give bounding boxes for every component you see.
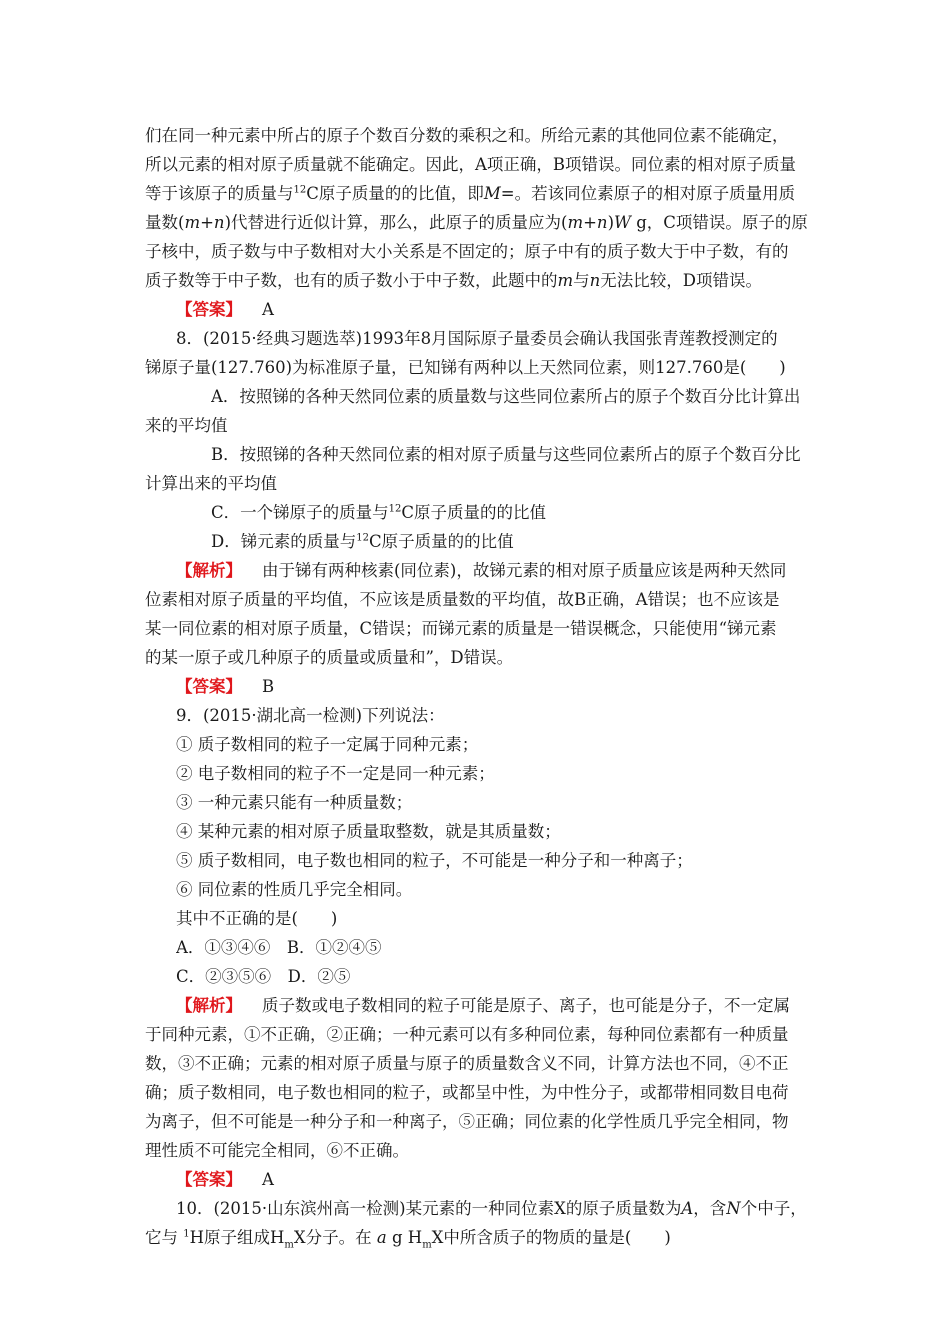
text-line: 所以元素的相对原子质量就不能确定。因此，A项正确，B项错误。同位素的相对原子质量 — [145, 155, 797, 174]
text-line: 为离子，但不可能是一种分子和一种离子，⑤正确；同位素的化学性质几乎完全相同，物 — [145, 1112, 789, 1131]
question-8-stem: 8．(2015·经典习题选萃)1993年8月国际原子量委员会确认我国张青莲教授测定的 — [176, 329, 778, 348]
text-line: 锑原子量(127.760)为标准原子量，已知锑有两种以上天然同位素，则127.760是( ) — [145, 358, 786, 377]
option-b: B．按照锑的各种天然同位素的相对原子质量与这些同位素所占的原子个数百分比 — [211, 445, 801, 464]
option-d: D．锑元素的质量与$^{12}$C原子质量的的比值 — [211, 532, 514, 551]
analysis-tag: 【解析】 — [176, 561, 242, 580]
text-line: 量数(m+n)代替进行近似计算，那么，此原子的质量应为(m+n)W g，C项错误。原子的原 — [145, 213, 808, 232]
answer-line: 【答案】 B — [176, 677, 275, 696]
statement-item: ⑥ 同位素的性质几乎完全相同。 — [176, 880, 413, 899]
statement-item: ③ 一种元素只能有一种质量数； — [176, 793, 413, 812]
answer-line: 【答案】 A — [176, 1170, 274, 1189]
text-line: 数，③不正确；元素的相对原子质量与原子的质量数含义不同，计算方法也不同，④不正 — [145, 1054, 789, 1073]
text-line: 等于该原子的质量与$^{12}$C原子质量的的比值，即M=。若该同位素原子的相对原子质量用质 — [145, 184, 796, 203]
text-line: 确；质子数相同，电子数也相同的粒子，或都呈中性，为中性分子，或都带相同数目电荷 — [145, 1083, 789, 1102]
answer-tag: 【答案】 — [176, 300, 242, 319]
analysis-line: 【解析】 质子数或电子数相同的粒子可能是原子、离子，也可能是分子，不一定属 — [176, 996, 790, 1015]
text-line: 的某一原子或几种原子的质量或质量和”，D错误。 — [145, 648, 514, 667]
text-line: 位素相对原子质量的平均值，不应该是质量数的平均值，故B正确，A错误；也不应该是 — [145, 590, 780, 609]
statement-item: ⑤ 质子数相同，电子数也相同的粒子，不可能是一种分子和一种离子； — [176, 851, 693, 870]
options-cd: C．②③⑤⑥ D．②⑤ — [176, 967, 351, 986]
text-line: 质子数等于中子数，也有的质子数小于中子数，此题中的m与n无法比较，D项错误。 — [145, 271, 763, 290]
question-10-stem: 10．(2015·山东滨州高一检测)某元素的一种同位素X的原子质量数为A，含N个中子， — [176, 1199, 807, 1218]
statement-item: ① 质子数相同的粒子一定属于同种元素； — [176, 735, 479, 754]
options-ab: A．①③④⑥ B．①②④⑤ — [176, 938, 382, 957]
statement-item: ④ 某种元素的相对原子质量取整数，就是其质量数； — [176, 822, 561, 841]
text-line: 来的平均值 — [145, 416, 228, 435]
text-line: 它与 $^1$H原子组成$H_mX$分子。在 a g $H_mX$中所含质子的物质的量是( ) — [145, 1228, 671, 1248]
text-line: 某一同位素的相对原子质量，C错误；而锑元素的质量是一错误概念，只能使用“锑元素 — [145, 619, 777, 638]
text-line: 于同种元素，①不正确，②正确；一种元素可以有多种同位素，每种同位素都有一种质量 — [145, 1025, 789, 1044]
text-line: 们在同一种元素中所占的原子个数百分数的乘积之和。所给元素的其他同位素不能确定， — [145, 126, 789, 145]
answer-tag: 【答案】 — [176, 1170, 242, 1189]
question-9-stem: 9．(2015·湖北高一检测)下列说法： — [176, 706, 445, 725]
option-a: A．按照锑的各种天然同位素的质量数与这些同位素所占的原子个数百分比计算出 — [211, 387, 801, 406]
analysis-line: 【解析】 由于锑有两种核素(同位素)，故锑元素的相对原子质量应该是两种天然同 — [176, 561, 787, 580]
answer-line: 【答案】 A — [176, 300, 274, 319]
option-c: C．一个锑原子的质量与$^{12}$C原子质量的的比值 — [211, 503, 546, 522]
text-line: 理性质不可能完全相同，⑥不正确。 — [145, 1141, 409, 1160]
text-line: 计算出来的平均值 — [145, 474, 277, 493]
answer-tag: 【答案】 — [176, 677, 242, 696]
text-line: 子核中，质子数与中子数相对大小关系是不固定的；原子中有的质子数大于中子数，有的 — [145, 242, 789, 261]
analysis-tag: 【解析】 — [176, 996, 242, 1015]
question-prompt: 其中不正确的是( ) — [176, 909, 338, 928]
statement-item: ② 电子数相同的粒子不一定是同一种元素； — [176, 764, 495, 783]
